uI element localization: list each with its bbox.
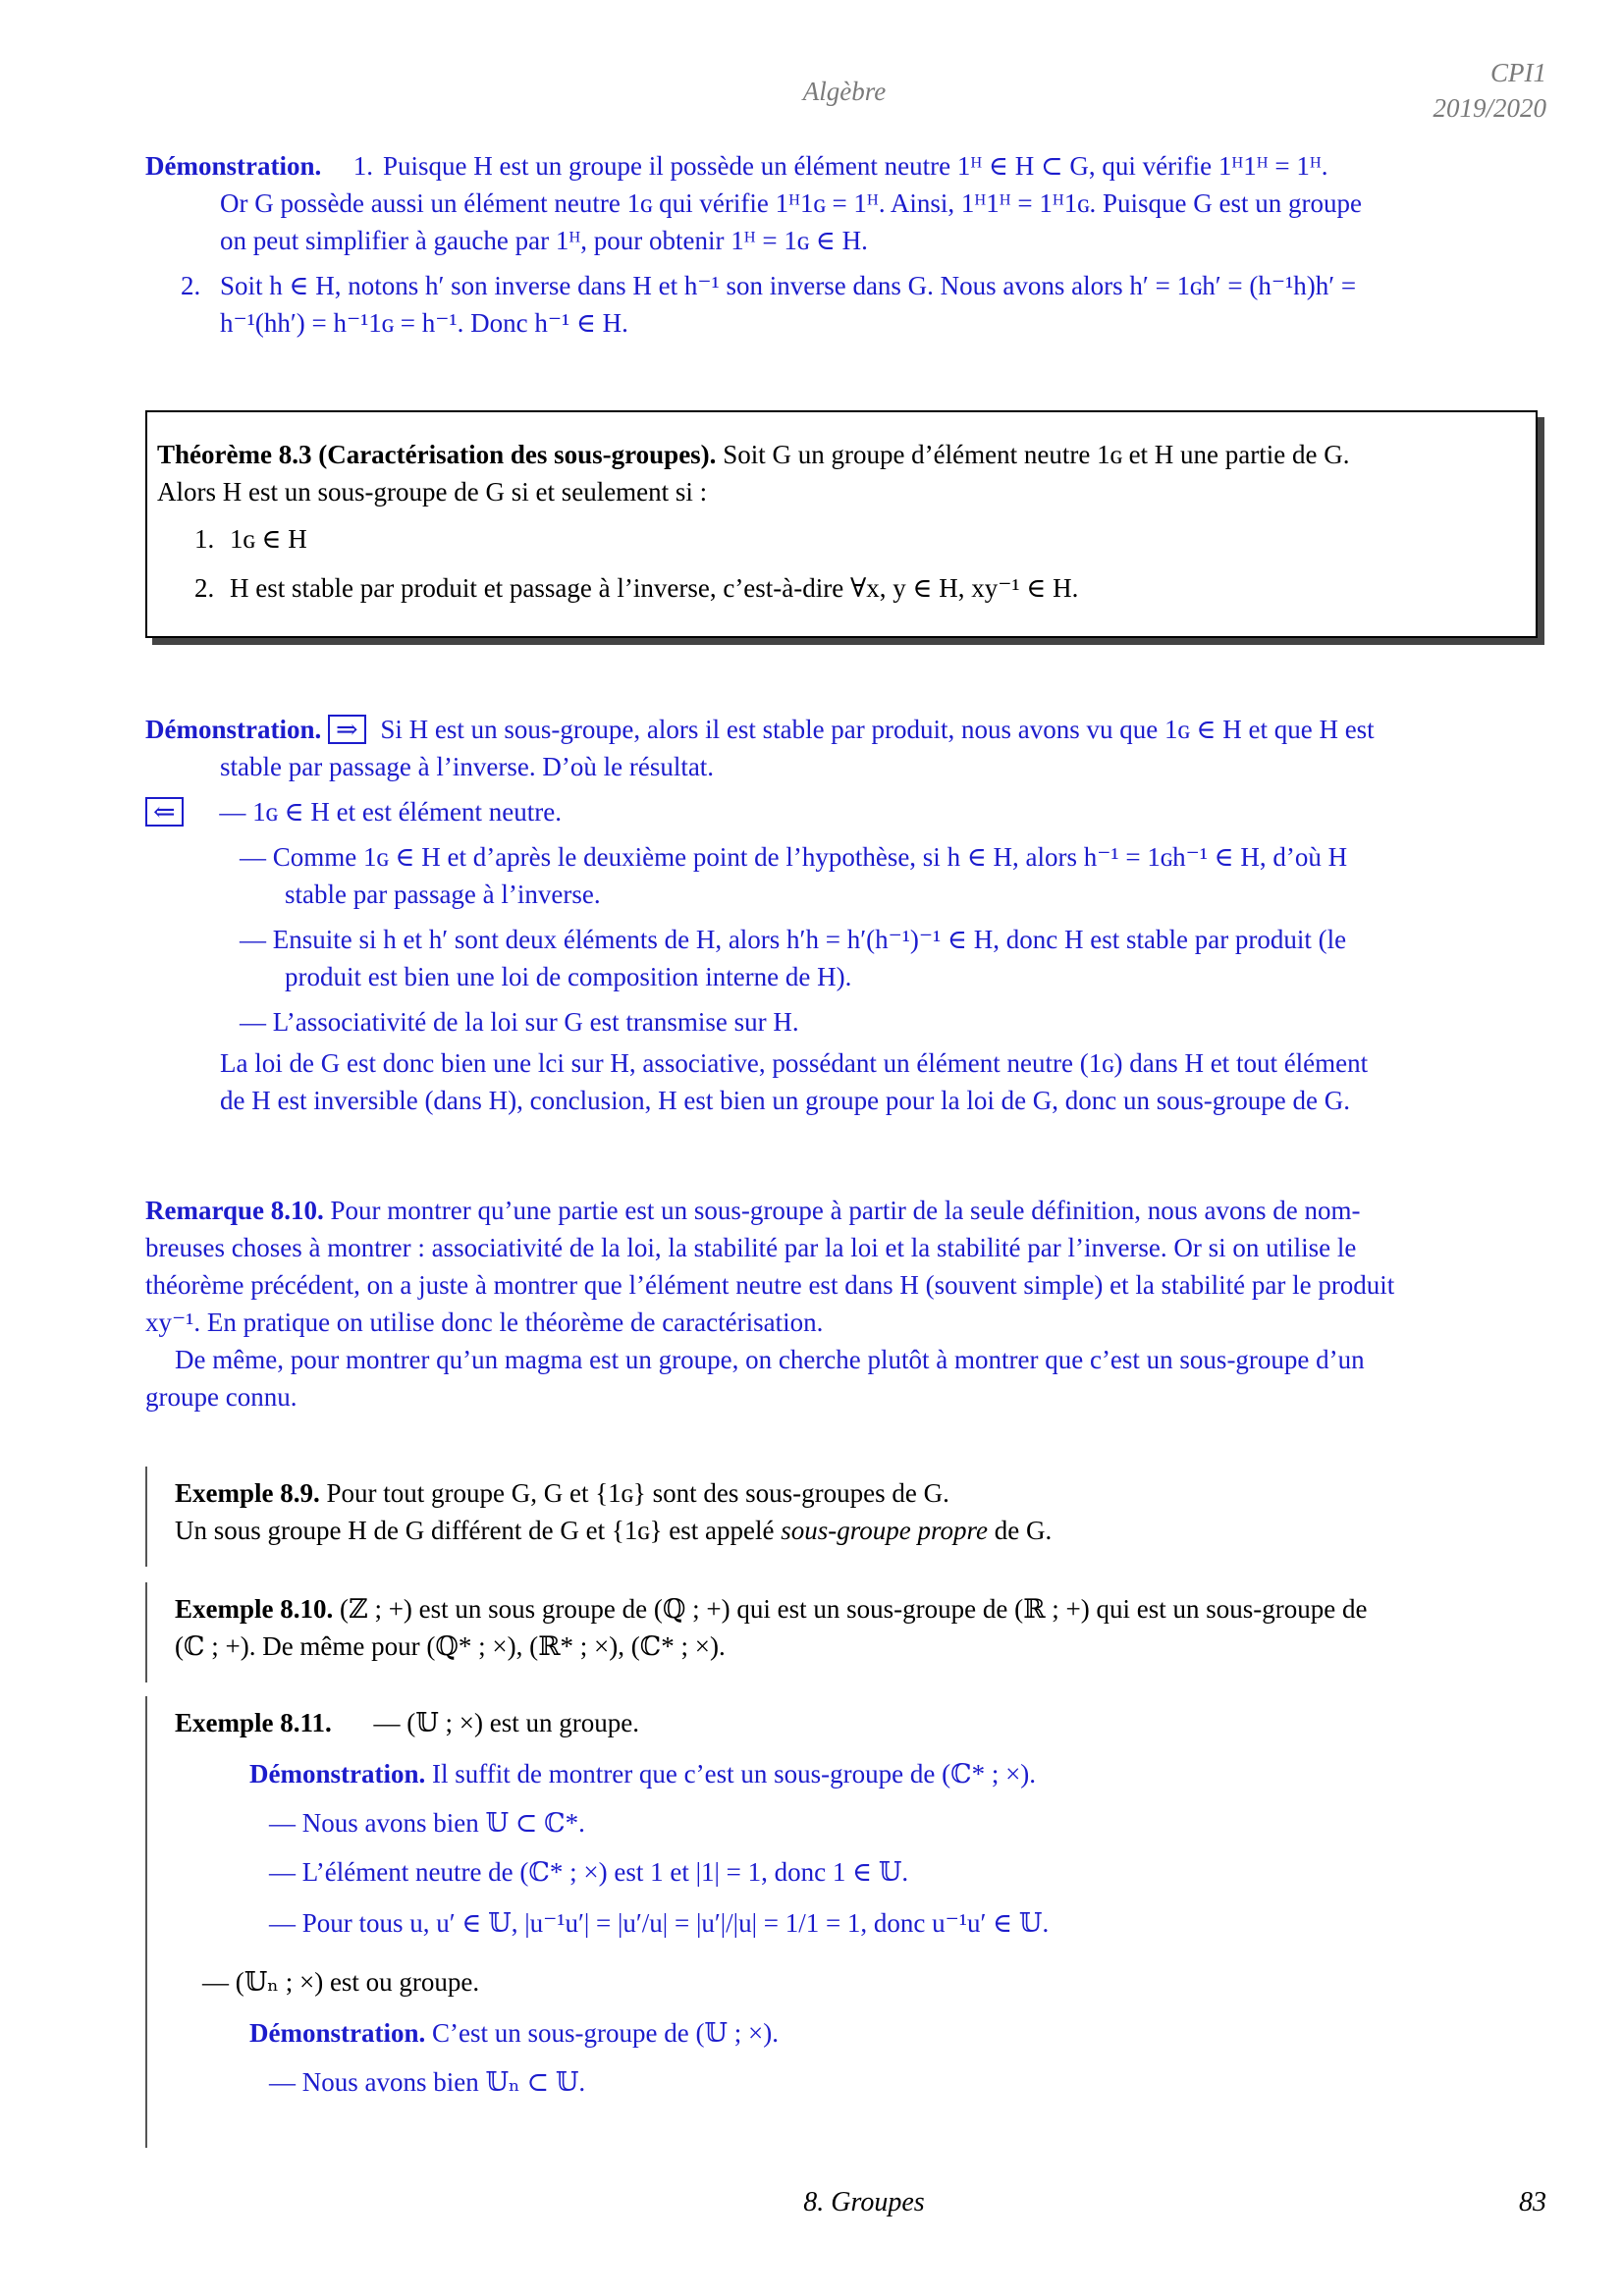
remark-text6: groupe connu. — [145, 1382, 298, 1412]
theorem-text1: Soit G un groupe d’élément neutre 1ɢ et H une partie de G. — [723, 440, 1350, 469]
arrow-right-icon: ⇒ — [328, 715, 366, 744]
ex9-text1: Pour tout groupe G, G et {1ɢ} sont des sous-groupes de G. — [326, 1478, 949, 1508]
theorem-condition-2 — [157, 569, 1536, 607]
ex11-demoA-dash2: — L’élément neutre de (ℂ* ; ×) est 1 et |1| = 1, donc 1 ∈ 𝕌. — [269, 1857, 909, 1887]
ex11-line1 — [175, 1704, 1549, 1741]
theorem-label: Théorème 8.3 (Caractérisation des sous-groupes). — [157, 440, 717, 469]
ex11-demoB-text: C’est un sous-groupe de (𝕌 ; ×). — [431, 2018, 779, 2048]
theorem-box — [145, 410, 1538, 638]
ex11-demoB-line — [175, 2014, 1549, 2052]
ex11-demoA-dash3: — Pour tous u, u′ ∈ 𝕌, |u⁻¹u′| = |u′/u| = |u′|/|u| = 1/1 = 1, donc u⁻¹u′ ∈ 𝕌. — [269, 1908, 1050, 1938]
remark-text1: Pour montrer qu’une partie est un sous-groupe à partir de la seule définition, nous avons de nom- — [330, 1196, 1361, 1225]
demonstration-1 — [145, 147, 1545, 342]
theorem-condition-1 — [157, 520, 1536, 558]
ex9-text2a: Un sous groupe H de G différent de G et {1ɢ} est appelé — [175, 1516, 782, 1545]
remark-label: Remarque 8.10. — [145, 1196, 324, 1225]
header-course: CPI1 — [1490, 58, 1546, 87]
remark-8-10 — [145, 1192, 1545, 1415]
header-course-info — [1433, 55, 1546, 126]
example-8-9 — [175, 1474, 1549, 1549]
header-title: Algèbre — [802, 77, 887, 106]
arrow-left-icon: ⇐ — [145, 797, 184, 827]
remark-line1 — [145, 1192, 1545, 1229]
remark-text4: xy⁻¹. En pratique on utilise donc le théorème de caractérisation. — [145, 1308, 824, 1337]
ex11-demoA-dash1: — Nous avons bien 𝕌 ⊂ ℂ*. — [269, 1808, 585, 1838]
theorem-line1 — [157, 436, 1536, 473]
ex9-text2c: de G. — [988, 1516, 1053, 1545]
example-8-11-bar — [145, 1696, 147, 2148]
footer-chapter: 8. Groupes — [803, 2187, 925, 2217]
theorem-condition-2-number: 2. — [194, 573, 215, 603]
ex11-demoA-label: Démonstration. — [249, 1759, 426, 1789]
example-8-9-bar — [145, 1467, 147, 1567]
demonstration-2 — [145, 711, 1545, 1119]
demo1-item1-line1 — [145, 147, 1545, 185]
ex11-demoB-dash1: — Nous avons bien 𝕌ₙ ⊂ 𝕌. — [269, 2067, 586, 2097]
footer-page-number: 83 — [1519, 2187, 1546, 2217]
demo1-label: Démonstration. — [145, 151, 322, 181]
remark-text3: théorème précédent, on a juste à montrer que l’élément neutre est dans H (souvent simple) et la stabilité par le produit — [145, 1270, 1395, 1300]
theorem-text2: Alors H est un sous-groupe de G si et seulement si : — [157, 477, 708, 507]
demo1-item2-number: 2. — [181, 271, 201, 300]
demo2-dash1: — 1ɢ ∈ H et est élément neutre. — [219, 797, 562, 827]
demo1-item1-text1: Puisque H est un groupe il possède un élément neutre 1ᴴ ∈ H ⊂ G, qui vérifie 1ᴴ1ᴴ = 1ᴴ. — [382, 151, 1328, 181]
example-8-10 — [175, 1590, 1549, 1665]
ex11-demoA-text: Il suffit de montrer que c’est un sous-groupe de (ℂ* ; ×). — [431, 1759, 1037, 1789]
remark-text5: De même, pour montrer qu’un magma est un groupe, on cherche plutôt à montrer que c’est un sous-groupe d’un — [175, 1345, 1365, 1374]
ex9-text2b: sous-groupe propre — [781, 1516, 988, 1545]
demo2-dash3-line2: produit est bien une loi de composition interne de H). — [285, 962, 852, 991]
ex10-label: Exemple 8.10. — [175, 1594, 334, 1624]
demo1-item2-text1: Soit h ∈ H, notons h′ son inverse dans H et h⁻¹ son inverse dans G. Nous avons alors h′ = 1ɢh′ = (h⁻¹h)h′ = — [220, 271, 1357, 300]
demo1-item2-line1 — [145, 267, 1545, 304]
ex10-text2: (ℂ ; +). De même pour (ℚ* ; ×), (ℝ* ; ×), (ℂ* ; ×). — [175, 1631, 726, 1661]
demo1-item1-text3: on peut simplifier à gauche par 1ᴴ, pour obtenir 1ᴴ = 1ɢ ∈ H. — [220, 226, 868, 255]
demo2-converse-line1 — [145, 793, 1545, 830]
ex11-demoB-label: Démonstration. — [249, 2018, 426, 2048]
remark-text2: breuses choses à montrer : associativité de la loi, la stabilité par la loi et la stabilité par l’inverse. Or si on utilise le — [145, 1233, 1357, 1262]
header-year: 2019/2020 — [1433, 93, 1546, 123]
demo2-dash2-line1: — Comme 1ɢ ∈ H et d’après le deuxième point de l’hypothèse, si h ∈ H, alors h⁻¹ = 1ɢh⁻¹ ∈ H, d’où H — [240, 842, 1348, 872]
theorem-condition-1-text: 1ɢ ∈ H — [230, 524, 307, 554]
ex9-line2 — [175, 1512, 1549, 1549]
theorem-condition-1-number: 1. — [194, 524, 215, 554]
demo2-dash3-line1: — Ensuite si h et h′ sont deux éléments de H, alors h′h = h′(h⁻¹)⁻¹ ∈ H, donc H est stable par produit (le — [240, 925, 1347, 954]
demo2-conclusion-line1: La loi de G est donc bien une lci sur H, associative, possédant un élément neutre (1ɢ) dans H et tout élément — [220, 1048, 1369, 1078]
demo1-item2-text2: h⁻¹(hh′) = h⁻¹1ɢ = h⁻¹. Donc h⁻¹ ∈ H. — [220, 308, 628, 338]
ex11-label: Exemple 8.11. — [175, 1708, 332, 1737]
ex10-line1 — [175, 1590, 1549, 1628]
ex9-line1 — [175, 1474, 1549, 1512]
demo2-conclusion-line2: de H est inversible (dans H), conclusion, H est bien un groupe pour la loi de G, donc un sous-groupe de G. — [220, 1086, 1351, 1115]
demo2-line1 — [145, 711, 1545, 748]
demo2-text2: stable par passage à l’inverse. D’où le résultat. — [220, 752, 715, 781]
example-8-11 — [175, 1704, 1549, 2101]
ex11-item2: — (𝕌ₙ ; ×) est ou groupe. — [202, 1967, 480, 1997]
demo1-item1-number: 1. — [352, 151, 373, 181]
ex11-demoA-line — [175, 1755, 1549, 1792]
demo2-label: Démonstration. — [145, 715, 322, 744]
demo2-dash2-line2: stable par passage à l’inverse. — [285, 880, 601, 909]
ex11-item1: — (𝕌 ; ×) est un groupe. — [373, 1708, 639, 1737]
ex9-label: Exemple 8.9. — [175, 1478, 320, 1508]
example-8-10-bar — [145, 1582, 147, 1682]
ex10-text1: (ℤ ; +) est un sous groupe de (ℚ ; +) qui est un sous-groupe de (ℝ ; +) qui est un sous-groupe de — [340, 1594, 1368, 1624]
demo2-text1: Si H est un sous-groupe, alors il est stable par produit, nous avons vu que 1ɢ ∈ H et que H est — [380, 715, 1375, 744]
theorem-condition-2-text: H est stable par produit et passage à l’inverse, c’est-à-dire ∀x, y ∈ H, xy⁻¹ ∈ H. — [230, 573, 1079, 603]
demo2-dash4: — L’associativité de la loi sur G est transmise sur H. — [240, 1007, 799, 1037]
demo1-item1-text2: Or G possède aussi un élément neutre 1ɢ qui vérifie 1ᴴ1ɢ = 1ᴴ. Ainsi, 1ᴴ1ᴴ = 1ᴴ1ɢ. Puisque G est un groupe — [220, 188, 1362, 218]
